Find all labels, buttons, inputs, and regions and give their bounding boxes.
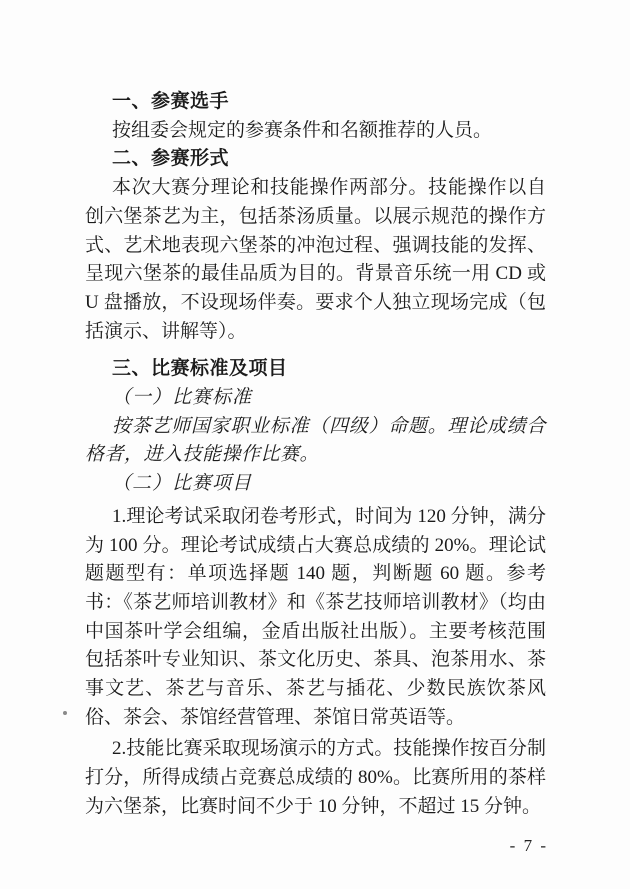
page-number: - 7 -: [509, 836, 548, 855]
section-heading: 一、参赛选手: [112, 91, 230, 112]
paragraph: 按组委会规定的参赛条件和名额推荐的人员。: [112, 119, 493, 141]
section-heading: 二、参赛形式: [112, 148, 230, 170]
paragraph: 2.技能比赛采取现场演示的方式。技能操作按百分制打分，所得成绩占竞赛总成绩的 80%。比赛所用的茶样为六堡茶，比赛时间不少于 10 分钟，不超过 15 分钟。: [85, 738, 546, 817]
sub-heading: （一）比赛标准: [112, 387, 253, 409]
document-body: [85, 88, 546, 822]
section-heading: 三、比赛标准及项目: [112, 358, 288, 380]
scan-artifact-speck: [63, 711, 67, 715]
sub-heading: （二）比赛项目: [112, 473, 253, 495]
paragraph: 本次大赛分理论和技能操作两部分。技能操作以自创六堡茶艺为主，包括茶汤质量。以展示规范的操作方式、艺术地表现六堡茶的冲泡过程、强调技能的发挥、呈现六堡茶的最佳品质为目的。背景音乐统一用 CD 或 U 盘播放，不设现场伴奏。要求个人独立现场完成（包括演示、讲解等）。: [85, 177, 546, 342]
paragraph: 按茶艺师国家职业标准（四级）命题。理论成绩合格者，进入技能操作比赛。: [85, 415, 546, 466]
paragraph: 1.理论考试采取闭卷考形式，时间为 120 分钟，满分为 100 分。理论考试成绩占大赛总成绩的 20%。理论试题题型有：单项选择题 140 题，判断题 60 题。参考书：《茶艺师培训教材》和《茶艺技师培训教材》（均由中国茶叶学会组编，金盾出版社出版）。主要考核范围包括茶叶专业知识、茶文化历史、茶具、泡茶用水、茶事文艺、茶艺与音乐、茶艺与插花、少数民族饮茶风俗、茶会、茶馆经营管理、茶馆日常英语等。: [85, 505, 546, 728]
